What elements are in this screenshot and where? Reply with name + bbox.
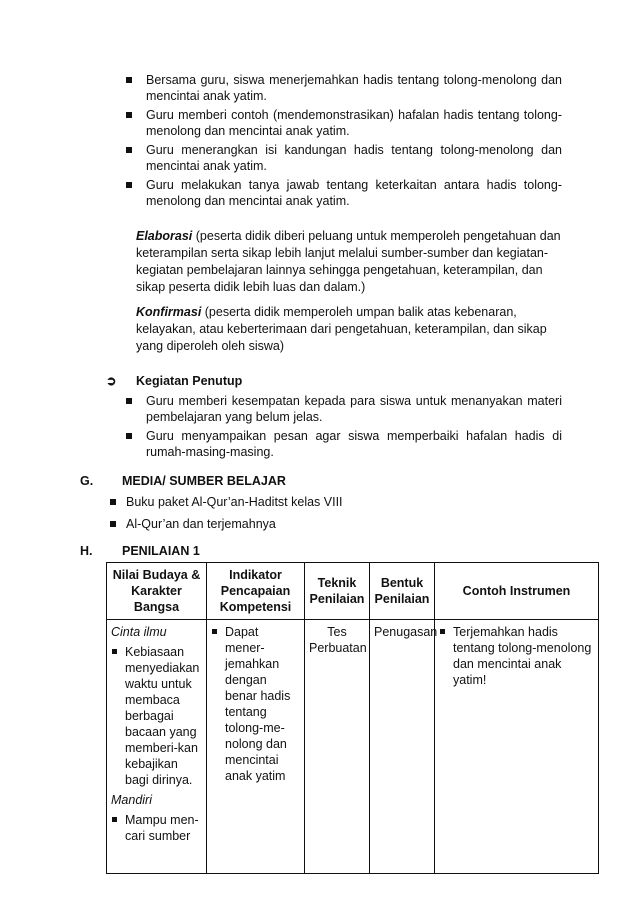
instrumen-cell <box>435 620 599 874</box>
section-g-heading <box>80 474 286 488</box>
column-header: Teknik Penilaian <box>305 563 370 620</box>
section-g-title: MEDIA/ SUMBER BELAJAR <box>122 474 286 488</box>
teknik-cell: Tes Perbuatan <box>305 620 370 874</box>
indikator-cell <box>207 620 305 874</box>
arrow-icon: ➲ <box>106 374 117 388</box>
bentuk-cell: Penugasan <box>370 620 435 874</box>
section-h-heading <box>80 544 200 558</box>
column-header: Nilai Budaya & Karakter Bangsa <box>107 563 207 620</box>
column-header: Indikator Pencapaian Kompetensi <box>207 563 305 620</box>
value-heading: Cinta ilmu <box>111 625 167 639</box>
konfirmasi-text: (peserta didik memperoleh umpan balik atas kebenaran, kelayakan, atau keberterimaan dari pengetahuan, keterampilan, dan sikap yang diperoleh oleh siswa) <box>136 305 547 353</box>
section-g-letter: G. <box>80 474 94 488</box>
section-h-letter: H. <box>80 544 93 558</box>
list-item: Guru memberi kesempatan kepada para siswa untuk menanyakan materi pembelajaran yang belum jelas. <box>122 393 562 425</box>
table-header-row <box>107 563 599 620</box>
penutup-title: Kegiatan Penutup <box>136 374 243 388</box>
nilai-cell <box>107 620 207 874</box>
elaborasi-text: (peserta didik diberi peluang untuk memperoleh pengetahuan dan keterampilan serta sikap lebih lanjut melalui sumber-sumber dan kegiatan-kegiatan pembelajaran lainnya sehingga pengetahuan, keterampilan, dan sikap peserta didik lebih luas dan dalam.) <box>136 229 561 294</box>
list-item: Bersama guru, siswa menerjemahkan hadis tentang tolong-menolong dan mencintai anak yatim. <box>122 72 562 104</box>
penutup-list <box>122 393 562 463</box>
list-item: Buku paket Al-Qur’an-Haditst kelas VIII <box>106 494 526 510</box>
assessment-table <box>106 562 599 874</box>
konfirmasi-label: Konfirmasi <box>136 305 202 319</box>
list-item: Guru menerangkan isi kandungan hadis tentang tolong-menolong dan mencintai anak yatim. <box>122 142 562 174</box>
media-list <box>106 494 526 538</box>
column-header: Bentuk Penilaian <box>370 563 435 620</box>
penutup-heading <box>106 373 242 388</box>
elaborasi-label: Elaborasi <box>136 229 193 243</box>
indikator-item: Dapat mener-jemahkan dengan benar hadis tentang tolong-me-nolong dan mencintai anak yatim <box>211 624 300 784</box>
elaborasi-paragraph <box>136 228 566 296</box>
list-item: Guru melakukan tanya jawab tentang keterkaitan antara hadis tolong-menolong dan mencintai anak yatim. <box>122 177 562 209</box>
list-item: Al-Qur’an dan terjemahnya <box>106 516 526 532</box>
activity-bullet-list <box>122 72 562 212</box>
value-heading: Mandiri <box>111 793 152 807</box>
list-item: Guru memberi contoh (mendemonstrasikan) hafalan hadis tentang tolong-menolong dan mencintai anak yatim. <box>122 107 562 139</box>
konfirmasi-paragraph <box>136 304 566 355</box>
table-row <box>107 620 599 874</box>
value-item: Mampu men-cari sumber <box>111 812 202 844</box>
value-item: Kebiasaan menyediakan waktu untuk membaca berbagai bacaan yang memberi-kan kebajikan bagi dirinya. <box>111 644 202 788</box>
instrumen-item: Terjemahkan hadis tentang tolong-menolong dan mencintai anak yatim! <box>439 624 594 688</box>
list-item: Guru menyampaikan pesan agar siswa memperbaiki hafalan hadis di rumah-masing-masing. <box>122 428 562 460</box>
column-header: Contoh Instrumen <box>435 563 599 620</box>
section-h-title: PENILAIAN 1 <box>122 544 200 558</box>
